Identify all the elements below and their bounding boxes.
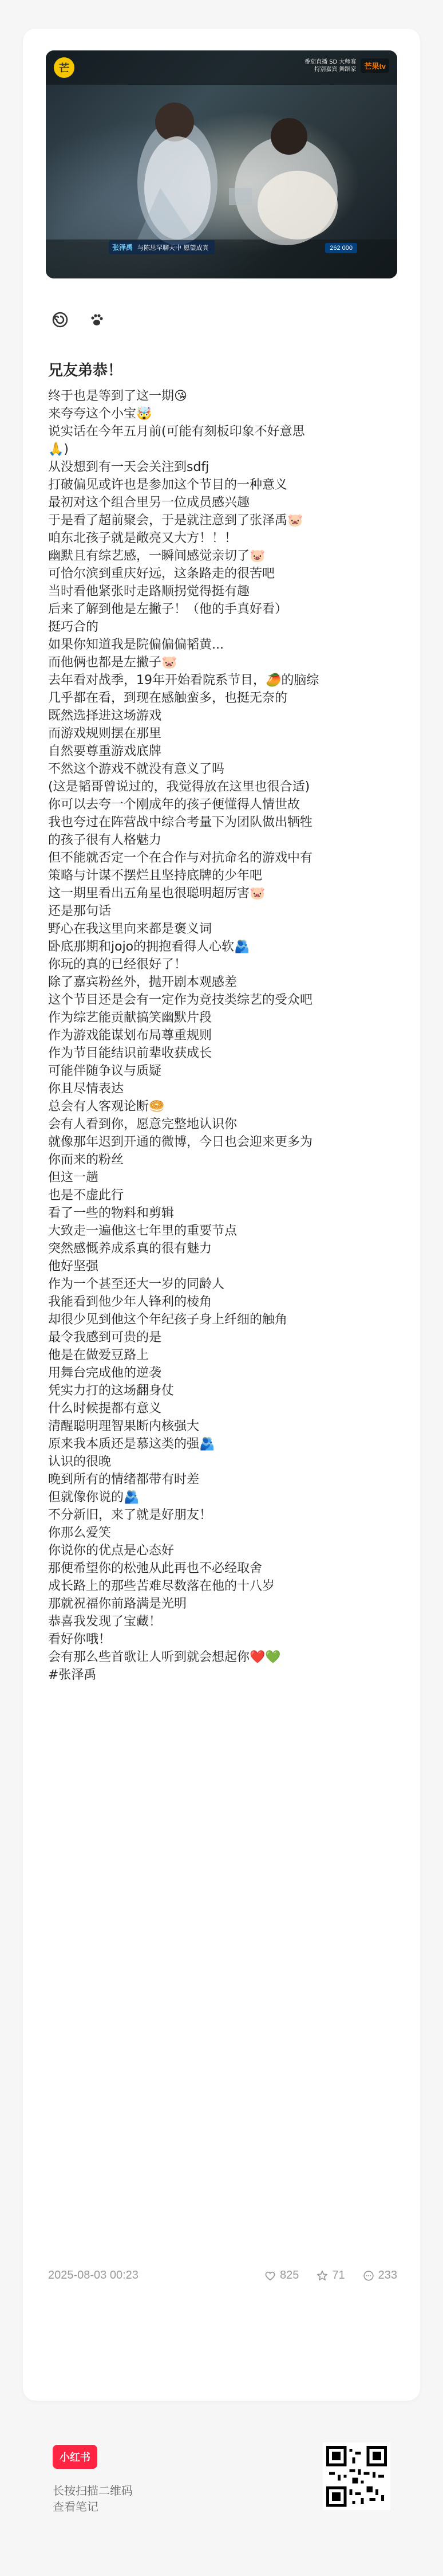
score-counter: 262 000 xyxy=(325,243,357,253)
post-line: 作为游戏能谋划布局尊重规则 xyxy=(48,1028,212,1043)
post-line: 可恰尔滨到重庆好远，这条路走的很苦吧 xyxy=(48,567,275,581)
like-count: 825 xyxy=(280,2269,299,2282)
paw-icon xyxy=(88,311,105,331)
post-line: 晚到所有的情绪都带有时差 xyxy=(48,1472,200,1487)
post-line: 打破偏见或许也是参加这个节目的一种意义 xyxy=(48,478,288,492)
post-line: 你说你的优点是心态好 xyxy=(48,1544,175,1558)
post-date: 2025-08-03 00:23 xyxy=(48,2269,139,2282)
post-line: 我能看到他少年人锋利的棱角 xyxy=(48,1295,212,1309)
post-card xyxy=(23,29,420,2401)
post-body xyxy=(48,387,397,1684)
post-line: 于是看了超前聚会，于是就注意到了张泽禹🐷 xyxy=(48,513,303,528)
post-line: 最令我感到可贵的是 xyxy=(48,1330,162,1345)
post-line: 他是在做爱豆路上 xyxy=(48,1348,149,1362)
post-line: 这个节目还是会有一定作为竞技类综艺的受众吧 xyxy=(48,993,313,1007)
post-line: 卧底那期和jojo的拥抱看得人心软🫂 xyxy=(48,940,250,954)
post-line: 不分新旧，来了就是好朋友！ xyxy=(48,1508,212,1522)
post-line: 从没想到有一天会关注到sdfj xyxy=(48,460,209,474)
post-line: 用舞台完成他的逆袭 xyxy=(48,1366,162,1380)
watermark-tag-line1: 番茄直播 SD 大师赛 xyxy=(304,59,357,65)
post-line: 清醒聪明理智果断内核强大 xyxy=(48,1419,200,1434)
comment-count: 233 xyxy=(378,2269,397,2282)
post-line: 你且尽情表达 xyxy=(48,1082,124,1096)
post-line: 会有人看到你，愿意完整地认识你 xyxy=(48,1117,238,1132)
post-line: 就像那年迟到开通的微博，今日也会迎来更多为 xyxy=(48,1135,313,1149)
post-line: #张泽禹 xyxy=(48,1668,97,1682)
post-line: 恭喜我发现了宝藏！ xyxy=(48,1615,162,1629)
post-line: 作为综艺能贡献搞笑幽默片段 xyxy=(48,1011,212,1025)
post-line: 你可以去夸一个刚成年的孩子便懂得人情世故 xyxy=(48,798,300,812)
post-line: 挺巧合的 xyxy=(48,620,99,634)
post-line: 既然选择进这场游戏 xyxy=(48,709,162,723)
channel-logo: 芒 xyxy=(54,57,74,78)
post-line: 🙏) xyxy=(48,442,69,457)
collect-stat[interactable] xyxy=(316,2269,345,2282)
heart-icon xyxy=(264,2269,276,2282)
watermark xyxy=(304,58,389,73)
post-line: 但就像你说的🫂 xyxy=(48,1490,140,1505)
post-line: 原来我本质还是慕这类的强🫂 xyxy=(48,1437,215,1451)
scan-hint-line1: 长按扫描二维码 xyxy=(53,2484,133,2498)
post-line: 而他俩也都是左撇子🐷 xyxy=(48,655,177,670)
post-line: 看好你哦！ xyxy=(48,1632,112,1647)
swirl-icon xyxy=(52,311,69,331)
scan-hint-line2: 查看笔记 xyxy=(53,2500,98,2514)
post-line: 什么时候提都有意义 xyxy=(48,1401,162,1416)
scan-hint xyxy=(53,2483,133,2515)
watermark-tag-line2: 特别嘉宾 舞蹈家 xyxy=(314,66,357,73)
post-line: 那就祝福你前路满是光明 xyxy=(48,1597,187,1611)
post-line: 而游戏规则摆在那里 xyxy=(48,727,162,741)
post-line: 当时看他紧张时走路顺拐觉得挺有趣 xyxy=(48,584,250,599)
post-line: 自然要尊重游戏底牌 xyxy=(48,744,162,759)
xiaohongshu-logo: 小红书 xyxy=(53,2445,97,2469)
post-line: 他好坚强 xyxy=(48,1259,99,1274)
post-line: 你而来的粉丝 xyxy=(48,1153,124,1167)
post-line: 看了一些的物料和剪辑 xyxy=(48,1206,175,1220)
post-line: 如果你知道我是院偏偏偏韬黄... xyxy=(48,638,224,652)
qr-code[interactable] xyxy=(323,2443,390,2510)
post-line: 也是不虚此行 xyxy=(48,1188,124,1203)
post-line: 认识的很晚 xyxy=(48,1455,112,1469)
post-line: 终于也是等到了这一期😘 xyxy=(48,389,187,403)
post-line: 这一期里看出五角星也很聪明超厉害🐷 xyxy=(48,886,266,901)
post-line: 但不能就否定一个在合作与对抗命名的游戏中有 xyxy=(48,851,313,865)
post-line: 策略与计谋不摆烂且坚持底牌的少年吧 xyxy=(48,869,263,883)
brand-watermark: 芒果tv xyxy=(361,58,389,73)
post-line: 除了嘉宾粉丝外，抛开剧本观感差 xyxy=(48,975,238,989)
post-line: 野心在我这里向来都是褒义词 xyxy=(48,922,212,936)
collect-count: 71 xyxy=(332,2269,345,2282)
post-line: 去年看对战季，19年开始看院系节目，🥭的脑综 xyxy=(48,673,319,688)
post-line: 的孩子很有人格魅力 xyxy=(48,833,162,847)
post-line: 总会有人客观论断🥯 xyxy=(48,1099,165,1114)
post-line: 说实话在今年五月前(可能有刻板印象不好意思 xyxy=(48,425,305,439)
post-line: 最初对这个组合里另一位成员感兴趣 xyxy=(48,496,250,510)
share-footer xyxy=(0,2421,443,2570)
post-line: 我也夸过在阵营战中综合考量下为团队做出牺牲 xyxy=(48,815,313,830)
sticker-row xyxy=(52,308,420,333)
post-line: 还是那句话 xyxy=(48,904,112,918)
post-line: 来夸夸这个小宝🤯 xyxy=(48,407,152,421)
post-line: 成长路上的那些苦难尽数落在他的十八岁 xyxy=(48,1579,275,1593)
post-line: 却很少见到他这个年纪孩子身上纤细的触角 xyxy=(48,1313,288,1327)
comment-icon xyxy=(362,2269,375,2282)
comment-stat[interactable] xyxy=(362,2269,397,2282)
post-line: 突然感慨养成系真的很有魅力 xyxy=(48,1242,212,1256)
post-title: 兄友弟恭！ xyxy=(48,362,123,379)
subtitle-name: 张泽禹 xyxy=(112,244,133,252)
post-line: 作为节目能结识前辈收获成长 xyxy=(48,1046,212,1061)
subtitle-text: 与陈思罕聊天中 愿望成真 xyxy=(137,244,209,252)
post-line: 你玩的真的已经很好了！ xyxy=(48,957,187,972)
post-line: 几乎都在看，到现在感触蛮多，也挺无奈的 xyxy=(48,691,288,705)
post-line: 幽默且有综艺感，一瞬间感觉亲切了🐷 xyxy=(48,549,266,563)
cover-image[interactable] xyxy=(46,50,397,278)
post-line: 会有那么些首歌让人听到就会想起你❤️💚 xyxy=(48,1650,281,1664)
post-line: 可能伴随争议与质疑 xyxy=(48,1064,162,1078)
post-line: 你那么爱笑 xyxy=(48,1526,112,1540)
subtitle-bar xyxy=(109,240,215,254)
post-line: 那便希望你的松弛从此再也不必经取舍 xyxy=(48,1561,263,1576)
post-line: 不然这个游戏不就没有意义了吗 xyxy=(48,762,225,776)
like-stat[interactable] xyxy=(264,2269,299,2282)
post-line: 凭实力打的这场翻身仗 xyxy=(48,1384,175,1398)
post-meta xyxy=(48,2269,397,2282)
post-line: (这是韬哥曾说过的，我觉得放在这里也很合适) xyxy=(48,780,310,794)
post-line: 后来了解到他是左撇子！（他的手真好看） xyxy=(48,602,288,616)
post-line: 作为一个甚至还大一岁的同龄人 xyxy=(48,1277,225,1291)
post-line: 但这一趟 xyxy=(48,1171,99,1185)
post-line: 咱东北孩子就是敞亮又大方！！！ xyxy=(48,531,238,545)
post-line: 大致走一遍他这七年里的重要节点 xyxy=(48,1224,238,1238)
star-icon xyxy=(316,2269,329,2282)
